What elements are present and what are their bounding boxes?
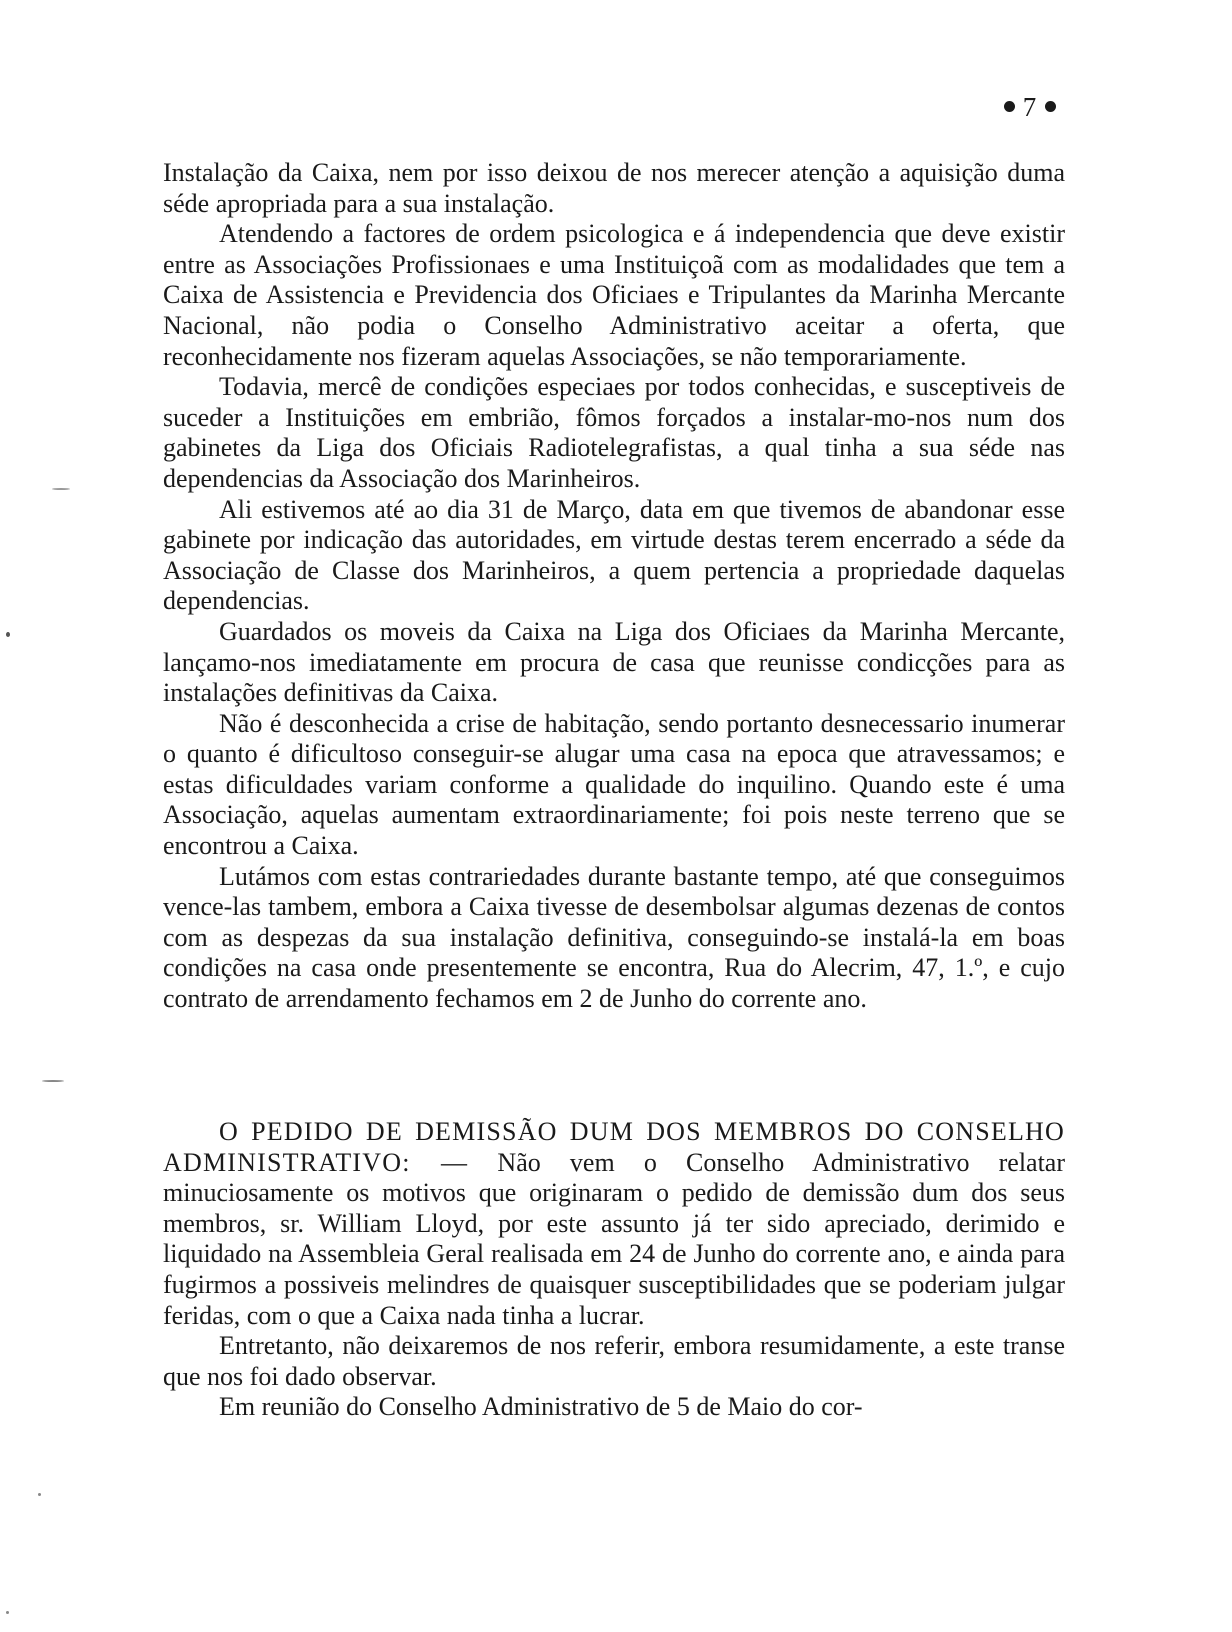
paragraph: Em reunião do Conselho Administrativo de 5 de Maio do cor-: [219, 1392, 863, 1422]
paragraph: Lutámos com estas contrariedades durante bastante tempo, até que conseguimos vence-las tambem, embora a Caixa tivesse de desembolsar algumas dezenas de contos com as despezas da sua instalação definitiva, conseguindo-se instalá-la em boas condições na casa onde presentemente se encontra, Rua do Alecrim, 47, 1.º, e cujo contrato de arrendamento fechamos em 2 de Junho do corrente ano.: [163, 861, 1065, 1014]
section-lead-paragraph: [163, 1117, 1065, 1331]
paragraph: Guardados os moveis da Caixa na Liga dos Oficiaes da Marinha Mercante, lançamo-nos imediatamente em procura de casa que reunisse condicções para as instalações definitivas da Caixa.: [163, 616, 1065, 708]
scan-speck: [6, 632, 10, 637]
section-resignation: [163, 1117, 1065, 1423]
paragraph-continuation: Instalação da Caixa, nem por isso deixou de nos merecer atenção a aquisição duma séde apropriada para a sua instalação.: [163, 158, 1065, 218]
paragraph: Todavia, mercê de condições especiaes por todos conhecidas, e susceptiveis de suceder a Instituições em embrião, fômos forçados a instalar-mo-nos num dos gabinetes da Liga dos Oficiais Radiotelegrafistas, a qual tinha a sua séde nas dependencias da Associação dos Marinheiros.: [163, 372, 1065, 493]
paragraph: Atendendo a factores de ordem psicologica e á independencia que deve existir entre as Associações Profissionaes e uma Instituiçoã com as modalidades que tem a Caixa de Assistencia e Previdencia dos Oficiaes e Tripulantes da Marinha Mercante Nacional, não podia o Conselho Administrativo aceitar a oferta, que reconhecidamente nos fizeram aquelas Associações, se não temporariamente.: [163, 219, 1065, 371]
page-number-value: 7: [1022, 92, 1038, 122]
paragraph: Não é desconhecida a crise de habitação, sendo portanto desnecessario inumerar o quanto é dificultoso conseguir-se alugar uma casa na epoca que atravessamos; e estas dificuldades variam conforme a qualidade do inquilino. Quando este é uma Associação, aquelas aumentam extraordinariamente; foi pois neste terreno que se encontrou a Caixa.: [163, 708, 1065, 861]
section-heading: O PEDIDO DE DEMISSÃO DUM DOS MEMBROS DO CONSELHO ADMINISTRATIVO: —: [163, 1117, 1065, 1177]
paragraph: Entretanto, não deixaremos de nos referir, embora resumidamente, a este transe que nos foi dado observar.: [163, 1331, 1065, 1391]
body-text-top: [163, 158, 1065, 1015]
scan-speck: [42, 1080, 64, 1082]
page-number: [970, 92, 1090, 123]
scan-speck: [38, 1493, 41, 1496]
scan-speck: [6, 1611, 9, 1614]
section-lead-text: Não vem o Conselho Administrativo relatar minuciosamente os motivos que originaram o pedido de demissão dum dos seus membros, sr. William Lloyd, por este assunto já ter sido apreciado, derimido e liquidado na Assembleia Geral realisada em 24 de Junho do corrente ano, e ainda para fugirmos a possiveis melindres de quaisquer susceptibilidades que se poderiam julgar feridas, com o que a Caixa nada tinha a lucrar.: [163, 1147, 1066, 1330]
scan-speck: [52, 488, 70, 490]
bullet-dot-right: [1045, 101, 1056, 112]
paragraph: Ali estivemos até ao dia 31 de Março, data em que tivemos de abandonar esse gabinete por indicação das autoridades, em virtude destas terem encerrado a séde da Associação de Classe dos Marinheiros, a quem pertencia a propriedade daquelas dependencias.: [163, 494, 1065, 616]
bullet-dot-left: [1004, 101, 1015, 112]
